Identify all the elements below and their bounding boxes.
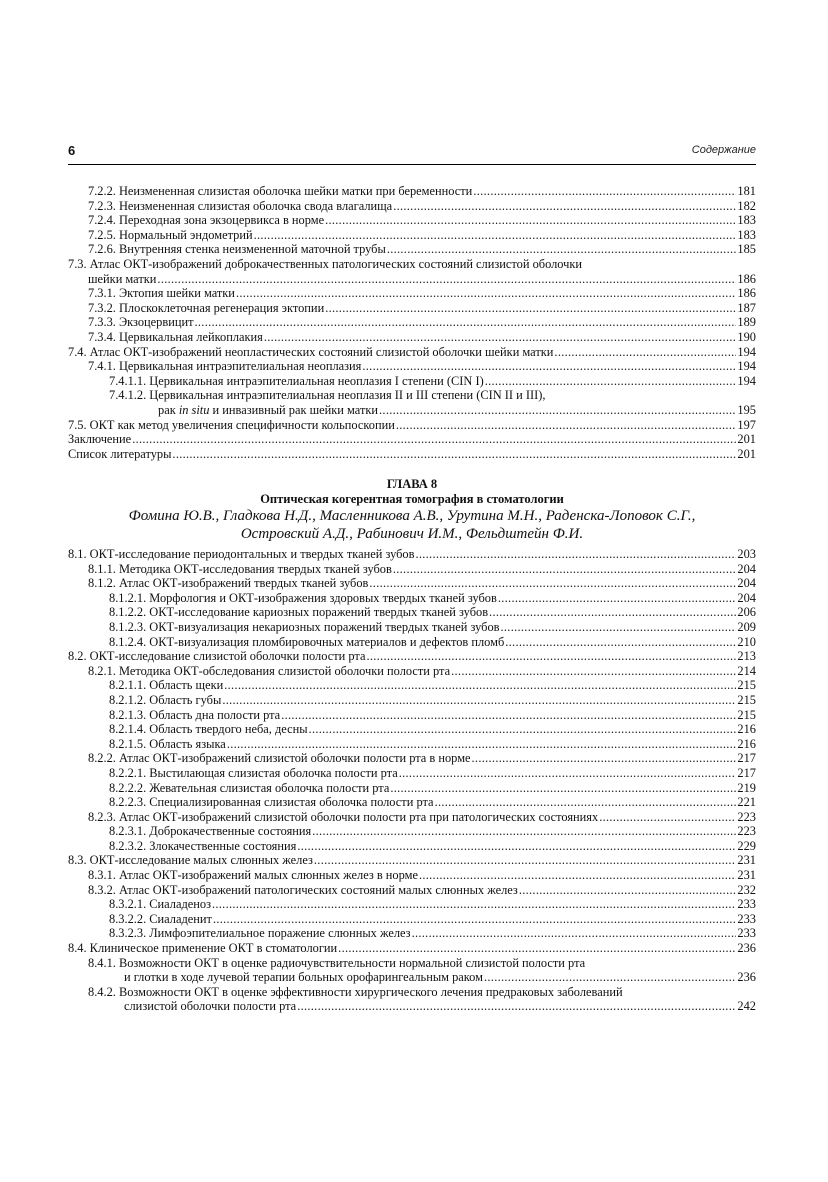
toc-entry-title: 8.4.2. Возможности ОКТ в оценке эффективности хирургического лечения предраковых заболеваний <box>88 984 623 999</box>
toc-entry-title: Заключение <box>68 432 132 447</box>
toc-entry-title: 7.3.3. Экзоцервицит <box>88 315 194 330</box>
toc-page-number: 217 <box>737 765 756 780</box>
toc-page-number: 236 <box>737 941 756 956</box>
toc-entry <box>68 591 756 606</box>
toc-entry <box>68 649 756 664</box>
toc-entry <box>68 184 756 199</box>
toc-page-number: 186 <box>737 271 756 286</box>
toc-entry-title: 8.2.3.1. Доброкачественные состояния <box>109 824 312 839</box>
toc-leader-dots <box>387 242 737 257</box>
toc-leader-dots <box>281 708 736 723</box>
toc-entry <box>68 751 756 766</box>
toc-leader-dots <box>325 213 736 228</box>
toc-entry-title: 7.2.4. Переходная зона экзоцервикса в норме <box>88 213 325 228</box>
toc-page-number: 186 <box>737 286 756 301</box>
toc-leader-dots <box>264 330 737 345</box>
toc-leader-dots <box>485 374 737 389</box>
toc-page-number: 236 <box>737 970 756 985</box>
toc-page-number: 194 <box>737 344 756 359</box>
toc-entry <box>68 883 756 898</box>
toc-entry <box>68 403 756 418</box>
toc-leader-dots <box>309 722 737 737</box>
toc-entry-title: 7.2.2. Неизмененная слизистая оболочка шейки матки при беременности <box>88 184 473 198</box>
toc-page-number: 182 <box>737 198 756 213</box>
toc-entry-title: 7.3.1. Эктопия шейки матки <box>88 286 235 301</box>
toc-leader-dots <box>157 272 736 287</box>
toc-page-number: 194 <box>737 359 756 374</box>
toc-entry <box>68 228 756 243</box>
toc-entry-title: 7.2.6. Внутренняя стенка неизмененной маточной трубы <box>88 242 386 257</box>
toc-page-number: 215 <box>737 707 756 722</box>
toc-entry <box>68 868 756 883</box>
toc-entry-title: 8.3.2.2. Сиаладенит <box>109 911 212 926</box>
toc-entry-title: рак in situ и инвазивный рак шейки матки <box>158 402 379 417</box>
toc-entry-title: 8.3. ОКТ-исследование малых слюнных желез <box>68 853 313 868</box>
toc-entry <box>68 562 756 577</box>
toc-entry-title: Список литературы <box>68 446 172 461</box>
toc-page-number: 215 <box>737 678 756 693</box>
toc-leader-dots <box>393 562 737 577</box>
toc-leader-dots <box>212 897 736 912</box>
toc-entry <box>68 635 756 650</box>
toc-entry-title: и глотки в ходе лучевой терапии больных орофарингеальным раком <box>124 970 483 985</box>
toc-page-number: 229 <box>737 838 756 853</box>
toc-page-number: 197 <box>737 417 756 432</box>
toc-leader-dots <box>489 605 736 620</box>
toc-leader-dots <box>554 345 736 360</box>
toc-entry-title: 7.4.1.2. Цервикальная интраэпителиальная неоплазия II и III степени (CIN II и III), <box>109 388 546 403</box>
toc-leader-dots <box>254 228 737 243</box>
toc-page-number: 206 <box>737 605 756 620</box>
toc-page-number: 204 <box>737 576 756 591</box>
toc-entry-title: 8.4. Клиническое применение ОКТ в стоматологии <box>68 941 338 956</box>
toc-page-number: 183 <box>737 213 756 228</box>
toc-page-number: 210 <box>737 634 756 649</box>
toc-page-number: 231 <box>737 868 756 883</box>
toc-page-number: 216 <box>737 736 756 751</box>
toc-page-number: 195 <box>737 402 756 417</box>
chapter-title: Оптическая когерентная томография в стоматологии <box>260 492 564 506</box>
toc-entry <box>68 693 756 708</box>
toc-leader-dots <box>399 766 737 781</box>
toc-entry-title: 8.2.1.1. Область щеки <box>109 678 224 693</box>
toc-entry <box>68 737 756 752</box>
toc-leader-dots <box>473 184 736 199</box>
authors-line-2: Островский А.Д., Рабинович И.М., Фельдштейн Ф.И. <box>240 526 584 542</box>
toc-entry <box>68 447 756 462</box>
toc-entry <box>68 213 756 228</box>
toc-entry <box>68 257 756 272</box>
chapter-authors <box>68 507 756 543</box>
toc-page-number: 201 <box>737 446 756 461</box>
toc-entry-title: 7.4. Атлас ОКТ-изображений неопластических состояний слизистой оболочки шейки матки <box>68 344 554 359</box>
page-number: 6 <box>68 143 76 158</box>
toc-entry <box>68 605 756 620</box>
toc-entry <box>68 839 756 854</box>
toc-entry <box>68 359 756 374</box>
toc-entry <box>68 956 756 971</box>
toc-entry <box>68 912 756 927</box>
toc-leader-dots <box>419 868 736 883</box>
toc-leader-dots <box>501 620 737 635</box>
toc-entry <box>68 242 756 257</box>
toc-leader-dots <box>393 199 736 214</box>
toc-entry <box>68 576 756 591</box>
toc-entry <box>68 547 756 562</box>
toc-entry-title: 7.3.4. Цервикальная лейкоплакия <box>88 329 263 344</box>
toc-page-number: 209 <box>737 619 756 634</box>
toc-entry <box>68 941 756 956</box>
toc-entry <box>68 418 756 433</box>
toc-entry-title: 8.3.2.3. Лимфоэпителиальное поражение слюнных желез <box>109 926 411 941</box>
toc-entry <box>68 795 756 810</box>
toc-entry-title: 8.1. ОКТ-исследование периодонтальных и твердых тканей зубов <box>68 547 415 561</box>
toc-entry <box>68 824 756 839</box>
authors-line-1: Фомина Ю.В., Гладкова Н.Д., Масленникова А.В., Урутина М.Н., Раденска-Лоповок С.Г., <box>128 508 696 524</box>
toc-leader-dots <box>390 781 736 796</box>
toc-leader-dots <box>412 926 737 941</box>
toc-entry-title: 8.1.2.2. ОКТ-исследование кариозных поражений твердых тканей зубов <box>109 605 489 620</box>
toc-leader-dots <box>415 547 736 562</box>
toc-entry <box>68 432 756 447</box>
toc-leader-dots <box>314 853 737 868</box>
toc-page-number: 233 <box>737 897 756 912</box>
chapter-label: ГЛАВА 8 <box>386 477 438 491</box>
toc-entry-title: 8.1.1. Методика ОКТ-исследования твердых тканей зубов <box>88 561 392 576</box>
toc-entry-title: 7.3. Атлас ОКТ-изображений доброкачественных патологических состояний слизистой оболочки <box>68 256 583 271</box>
toc-entry-title: 8.2.3. Атлас ОКТ-изображений слизистой оболочки полости рта при патологических состояниях <box>88 809 599 824</box>
toc-page-number: 233 <box>737 911 756 926</box>
toc-entry-title: 8.2.1.4. Область твердого неба, десны <box>109 722 308 737</box>
toc-entry <box>68 781 756 796</box>
toc-entry <box>68 985 756 1000</box>
toc-page-number: 203 <box>737 547 756 561</box>
toc-entry <box>68 853 756 868</box>
toc-section-chapter-8 <box>68 547 756 1014</box>
toc-page-number: 190 <box>737 329 756 344</box>
toc-leader-dots <box>362 359 736 374</box>
toc-page-number: 216 <box>737 722 756 737</box>
toc-page-number: 187 <box>737 300 756 315</box>
toc-entry <box>68 286 756 301</box>
toc-page-number: 204 <box>737 561 756 576</box>
toc-entry <box>68 970 756 985</box>
toc-leader-dots <box>222 693 736 708</box>
toc-page-number: 221 <box>737 795 756 810</box>
toc-entry-title: 8.2.2.2. Жевательная слизистая оболочка полости рта <box>109 780 390 795</box>
toc-entry <box>68 330 756 345</box>
toc-entry <box>68 810 756 825</box>
toc-leader-dots <box>236 286 736 301</box>
toc-leader-dots <box>312 824 736 839</box>
toc-entry-title: 7.3.2. Плоскоклеточная регенерация эктопии <box>88 300 325 315</box>
toc-entry-title: 8.2.1.3. Область дна полости рта <box>109 707 281 722</box>
toc-entry <box>68 388 756 403</box>
toc-page-number: 232 <box>737 882 756 897</box>
toc-leader-dots <box>366 649 736 664</box>
toc-entry-title: 8.2. ОКТ-исследование слизистой оболочки полости рта <box>68 649 366 664</box>
running-title: Содержание <box>691 144 756 156</box>
toc-entry <box>68 722 756 737</box>
toc-entry <box>68 664 756 679</box>
toc-page-number: 223 <box>737 809 756 824</box>
toc-entry <box>68 620 756 635</box>
toc-entry-title: 8.3.2. Атлас ОКТ-изображений патологических состояний малых слюнных желез <box>88 882 518 897</box>
toc-entry-title: слизистой оболочки полости рта <box>124 999 297 1014</box>
toc-page-number: 183 <box>737 227 756 242</box>
toc-entry <box>68 897 756 912</box>
toc-leader-dots <box>379 403 736 418</box>
toc-page-number: 181 <box>737 184 756 198</box>
toc-leader-dots <box>338 941 736 956</box>
toc-leader-dots <box>195 315 737 330</box>
toc-entry-title: 7.4.1.1. Цервикальная интраэпителиальная неоплазия I степени (CIN I) <box>109 373 484 388</box>
toc-entry-title: 8.2.3.2. Злокачественные состояния <box>109 838 297 853</box>
toc-entry-title: 7.2.3. Неизмененная слизистая оболочка свода влагалища <box>88 198 393 213</box>
toc-page-number: 219 <box>737 780 756 795</box>
toc-page-number: 231 <box>737 853 756 868</box>
toc-leader-dots <box>132 432 736 447</box>
toc-entry-title: 8.2.1.5. Область языка <box>109 736 226 751</box>
toc-page-number: 185 <box>737 242 756 257</box>
toc-entry-title: 8.1.2.1. Морфология и ОКТ-изображения здоровых твердых тканей зубов <box>109 590 497 605</box>
toc-section-chapter-7 <box>68 184 756 461</box>
toc-entry-title: 8.1.2. Атлас ОКТ-изображений твердых тканей зубов <box>88 576 369 591</box>
toc-leader-dots <box>227 737 737 752</box>
toc-entry-title: 8.2.2.1. Выстилающая слизистая оболочка полости рта <box>109 765 398 780</box>
toc-entry <box>68 301 756 316</box>
toc-page-number: 242 <box>737 999 756 1014</box>
toc-leader-dots <box>297 999 736 1014</box>
toc-page-number: 189 <box>737 315 756 330</box>
toc-page-number: 213 <box>737 649 756 664</box>
toc-leader-dots <box>519 883 737 898</box>
toc-entry-title: шейки матки <box>88 271 157 286</box>
toc-page-number: 204 <box>737 590 756 605</box>
header-divider <box>68 164 756 165</box>
toc-entry-title: 8.2.1.2. Область губы <box>109 692 222 707</box>
toc-page-number: 194 <box>737 373 756 388</box>
toc-leader-dots <box>213 912 736 927</box>
toc-entry-title: 8.2.1. Методика ОКТ-обследования слизистой оболочки полости рта <box>88 663 451 678</box>
toc-leader-dots <box>599 810 736 825</box>
page-header <box>68 143 756 163</box>
toc-leader-dots <box>297 839 736 854</box>
toc-entry-title: 8.4.1. Возможности ОКТ в оценке радиочувствительности нормальной слизистой полости рта <box>88 955 586 970</box>
toc-leader-dots <box>172 447 736 462</box>
toc-page-number: 217 <box>737 751 756 766</box>
toc-leader-dots <box>369 576 736 591</box>
toc-leader-dots <box>484 970 736 985</box>
toc-entry-title: 8.3.2.1. Сиаладеноз <box>109 897 211 912</box>
toc-entry-title: 7.2.5. Нормальный эндометрий <box>88 227 253 242</box>
toc-leader-dots <box>451 664 736 679</box>
toc-entry <box>68 345 756 360</box>
toc-leader-dots <box>505 635 736 650</box>
toc-entry <box>68 766 756 781</box>
toc-entry <box>68 374 756 389</box>
toc-leader-dots <box>498 591 737 606</box>
toc-entry-title: 8.3.1. Атлас ОКТ-изображений малых слюнных желез в норме <box>88 868 418 883</box>
toc-leader-dots <box>224 678 736 693</box>
toc-entry <box>68 999 756 1014</box>
toc-leader-dots <box>472 751 737 766</box>
toc-leader-dots <box>325 301 736 316</box>
toc-entry <box>68 315 756 330</box>
toc-entry-title: 8.2.2. Атлас ОКТ-изображений слизистой оболочки полости рта в норме <box>88 751 471 766</box>
toc-entry <box>68 678 756 693</box>
toc-entry-title: 8.2.2.3. Специализированная слизистая оболочка полости рта <box>109 795 434 810</box>
toc-entry-title: 7.5. ОКТ как метод увеличения специфичности кольпоскопии <box>68 417 395 432</box>
toc-page-number: 233 <box>737 926 756 941</box>
toc-entry-title: 7.4.1. Цервикальная интраэпителиальная неоплазия <box>88 359 362 374</box>
toc-page-number: 215 <box>737 692 756 707</box>
toc-page-number: 214 <box>737 663 756 678</box>
toc-entry-title: 8.1.2.4. ОКТ-визуализация пломбировочных материалов и дефектов пломб <box>109 634 505 649</box>
toc-entry-title: 8.1.2.3. ОКТ-визуализация некариозных поражений твердых тканей зубов <box>109 619 500 634</box>
toc-page-number: 223 <box>737 824 756 839</box>
toc-entry <box>68 926 756 941</box>
toc-leader-dots <box>396 418 737 433</box>
toc-entry <box>68 708 756 723</box>
toc-entry <box>68 272 756 287</box>
toc-leader-dots <box>435 795 737 810</box>
toc-entry <box>68 199 756 214</box>
toc-page-number: 201 <box>737 432 756 447</box>
